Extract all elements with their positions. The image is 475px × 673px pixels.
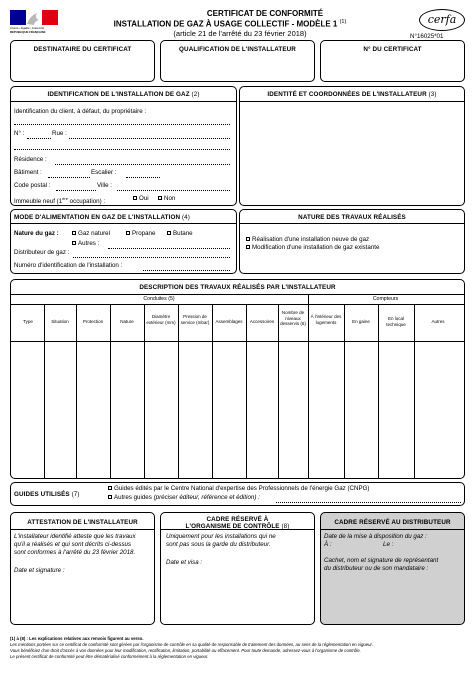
divider (10, 223, 237, 224)
control-body-text-2: sont pas sous la garde du distributeur. (166, 541, 271, 548)
postal-label: Code postal : (14, 182, 51, 189)
republique-logo (10, 10, 58, 34)
distributor-label: Distributeur de gaz : (14, 249, 70, 256)
recipient-heading: DESTINATAIRE DU CERTIFICAT (33, 46, 132, 53)
page-subtitle: INSTALLATION DE GAZ À USAGE COLLECTIF - MODÈLE 1 $^{(1)}$ (113, 19, 347, 29)
cnpg-checkbox[interactable] (108, 486, 112, 490)
distributor-stamp-text-2: du distributeur ou de son mandataire : (324, 565, 429, 572)
num-field[interactable] (27, 138, 51, 139)
new-building-label: Immeuble neuf (1ère occupation) : (14, 196, 106, 206)
staircase-label: Escalier : (91, 169, 117, 176)
guides-cnpg-option[interactable]: Guides édités par le Centre National d'expertise des Professionnels de l'énergie Gaz (CNPG) (108, 484, 370, 493)
postal-field[interactable] (56, 190, 96, 191)
column-inside-dwellings: À l'intérieur des logements (310, 314, 342, 325)
column-type: Type (23, 319, 33, 324)
column-nature: Nature (120, 319, 134, 324)
recipient-box[interactable] (10, 40, 155, 82)
divider (160, 529, 315, 530)
street-label: Rue : (52, 130, 67, 137)
column-diameter: Diamètre extérieur (mm) (146, 314, 176, 325)
client-field-line[interactable] (14, 124, 230, 125)
attestation-text-2: qu'il a réalisés et qui sont décrits ci-dessus (14, 541, 132, 548)
divider (10, 529, 155, 530)
other-guides-checkbox[interactable] (108, 495, 112, 499)
works-nature-heading: NATURE DES TRAVAUX RÉALISÉS (298, 214, 406, 221)
group-separator (308, 294, 309, 479)
qualification-box[interactable] (160, 40, 315, 82)
residence-label: Résidence : (14, 156, 47, 163)
street-field-line2[interactable] (14, 149, 230, 150)
staircase-field[interactable] (126, 177, 160, 178)
id-number-field[interactable] (143, 270, 230, 271)
column-separator (246, 304, 247, 479)
footnote-data: Les mentions portées sur ce certificat de conformité sont gérées par l'organisme de contrôle en sa qualité de responsable de traitement des données, au sens de la réglementation en vigueur. (10, 642, 374, 647)
column-separator (76, 304, 77, 479)
other-guides-field[interactable] (276, 502, 461, 503)
new-building-yes[interactable]: Oui (133, 194, 149, 203)
distributor-field[interactable] (73, 257, 230, 258)
control-body-heading-1: CADRE RÉSERVÉ À (206, 516, 269, 523)
distributor-on-label: Le : (383, 541, 394, 548)
gas-identification-heading: IDENTIFICATION DE L'INSTALLATION DE GAZ (2) (47, 91, 200, 98)
footnote-refs: (1) à (8) : Les explications relatives aux renvois figurent au verso. (10, 636, 144, 641)
column-levels: Nombre de niveaux desservis (6) (280, 310, 306, 326)
header-row-divider (10, 341, 465, 342)
cerfa-logo: cerfa (419, 9, 465, 31)
conduits-group-header: Conduites (5) (143, 296, 175, 302)
building-label: Bâtiment : (14, 169, 42, 176)
client-label: Identification du client, à défaut, du propriétaire : (14, 108, 147, 115)
city-label: Ville : (97, 182, 113, 189)
natural-gas-checkbox[interactable] (72, 231, 76, 235)
form-number: N°16025*01 (410, 33, 444, 40)
control-body-heading-2: L'ORGANISME DE CONTRÔLE (8) (185, 523, 290, 530)
column-others: Autres (431, 319, 445, 324)
column-separator (278, 304, 279, 479)
residence-field[interactable] (55, 164, 230, 165)
page-reference: (article 21 de l'arrêté du 23 février 2018) (173, 29, 307, 38)
guides-other-option[interactable]: Autres guides (préciser éditeur, référence et édition) : (108, 493, 260, 502)
divider (10, 294, 465, 295)
num-label: N° : (14, 130, 25, 137)
column-assemblies: Assemblages (215, 319, 243, 324)
no-checkbox[interactable] (158, 196, 162, 200)
distributor-at-label: À : (324, 541, 332, 548)
meters-group-header: Compteurs (372, 296, 399, 302)
column-situation: Situation (51, 319, 69, 324)
building-field[interactable] (48, 177, 90, 178)
divider (320, 529, 465, 530)
column-separator (110, 304, 111, 479)
propane-checkbox[interactable] (126, 231, 130, 235)
column-separator (212, 304, 213, 479)
qualification-heading: QUALIFICATION DE L'INSTALLATEUR (179, 46, 296, 53)
page-title: CERTIFICAT DE CONFORMITÉ (206, 9, 324, 18)
attestation-text-1: L'installateur identifié atteste que les travaux (14, 533, 136, 540)
id-number-label: Numéro d'identification de l'installation : (14, 262, 123, 269)
divider (239, 223, 465, 224)
group-divider (10, 304, 465, 305)
yes-checkbox[interactable] (133, 196, 137, 200)
attestation-text-3: sont conformes à l'arrêté du 23 février 2018. (14, 549, 136, 556)
certificate-number-box[interactable] (320, 40, 465, 82)
distributor-line1: Date de la mise à disposition du gaz : (324, 533, 427, 540)
divider (239, 101, 465, 102)
option-butane[interactable]: Butane (167, 229, 193, 238)
column-separator (344, 304, 345, 479)
option-natural-gas[interactable]: Gaz naturel (72, 229, 110, 238)
works-description-heading: DESCRIPTION DES TRAVAUX RÉALISÉS PAR L'INSTALLATEUR (139, 284, 336, 291)
marianne-flag-icon (10, 10, 58, 25)
distributor-stamp-text-1: Cachet, nom et signature de représentant (324, 557, 439, 564)
column-separator (44, 304, 45, 479)
new-building-no[interactable]: Non (158, 194, 175, 203)
gas-nature-label: Nature du gaz : (14, 230, 59, 237)
column-separator (178, 304, 179, 479)
logo-republic: RÉPUBLIQUE FRANÇAISE (10, 30, 46, 34)
supply-mode-heading: MODE D'ALIMENTATION EN GAZ DE L'INSTALLATION (4) (14, 214, 190, 221)
footnote-rights: Vous bénéficiez d'un droit d'accès à vos données pour leur modification, rectification, limitation, portabilité ou effacement. Pour toute demande, adressez-vous à l'organisme de contrôle. (10, 648, 361, 653)
column-shaft: En gaine (352, 319, 370, 324)
column-accessories: Accessoires (249, 319, 275, 324)
divider (10, 101, 237, 102)
column-technical-room: En local technique (386, 316, 406, 327)
new-installation-checkbox[interactable] (246, 237, 250, 241)
distributor-heading: CADRE RÉSERVÉ AU DISTRIBUTEUR (334, 519, 451, 526)
others-checkbox[interactable] (72, 241, 76, 245)
option-others[interactable]: Autres : (72, 239, 99, 248)
installer-identity-heading: IDENTITÉ ET COORDONNÉES DE L'INSTALLATEUR (3) (267, 91, 437, 98)
attestation-date-label: Date et signature : (14, 567, 65, 574)
control-body-date-label: Date et visa : (166, 559, 203, 566)
others-field[interactable] (108, 248, 230, 249)
control-body-text-1: Uniquement pour les installations qui ne (166, 533, 276, 540)
works-description-box (10, 279, 465, 479)
installer-attestation-heading: ATTESTATION DE L'INSTALLATEUR (27, 519, 138, 526)
column-separator (144, 304, 145, 479)
option-propane[interactable]: Propane (126, 229, 155, 238)
footnote-digital: Le présent certificat de conformité peut être dématérialisé conformément à la réglementation en vigueur. (10, 654, 209, 659)
logo-motto: Liberté • Égalité • Fraternité (10, 26, 45, 30)
modification-checkbox[interactable] (246, 245, 250, 249)
column-pressure: Pression de service (mbar) (180, 314, 210, 325)
column-protection: Protection (82, 319, 104, 324)
city-field[interactable] (117, 190, 230, 191)
column-separator (378, 304, 379, 479)
works-modification-option[interactable]: Modification d'une installation de gaz existante (246, 243, 379, 252)
street-field[interactable] (69, 138, 230, 139)
guides-heading: GUIDES UTILISÉS (7) (14, 491, 80, 498)
column-separator (414, 304, 415, 479)
installer-identity-box[interactable] (239, 86, 465, 206)
certificate-number-heading: N° DU CERTIFICAT (363, 46, 422, 53)
butane-checkbox[interactable] (167, 231, 171, 235)
works-new-option[interactable]: Réalisation d'une installation neuve de gaz (246, 235, 369, 244)
